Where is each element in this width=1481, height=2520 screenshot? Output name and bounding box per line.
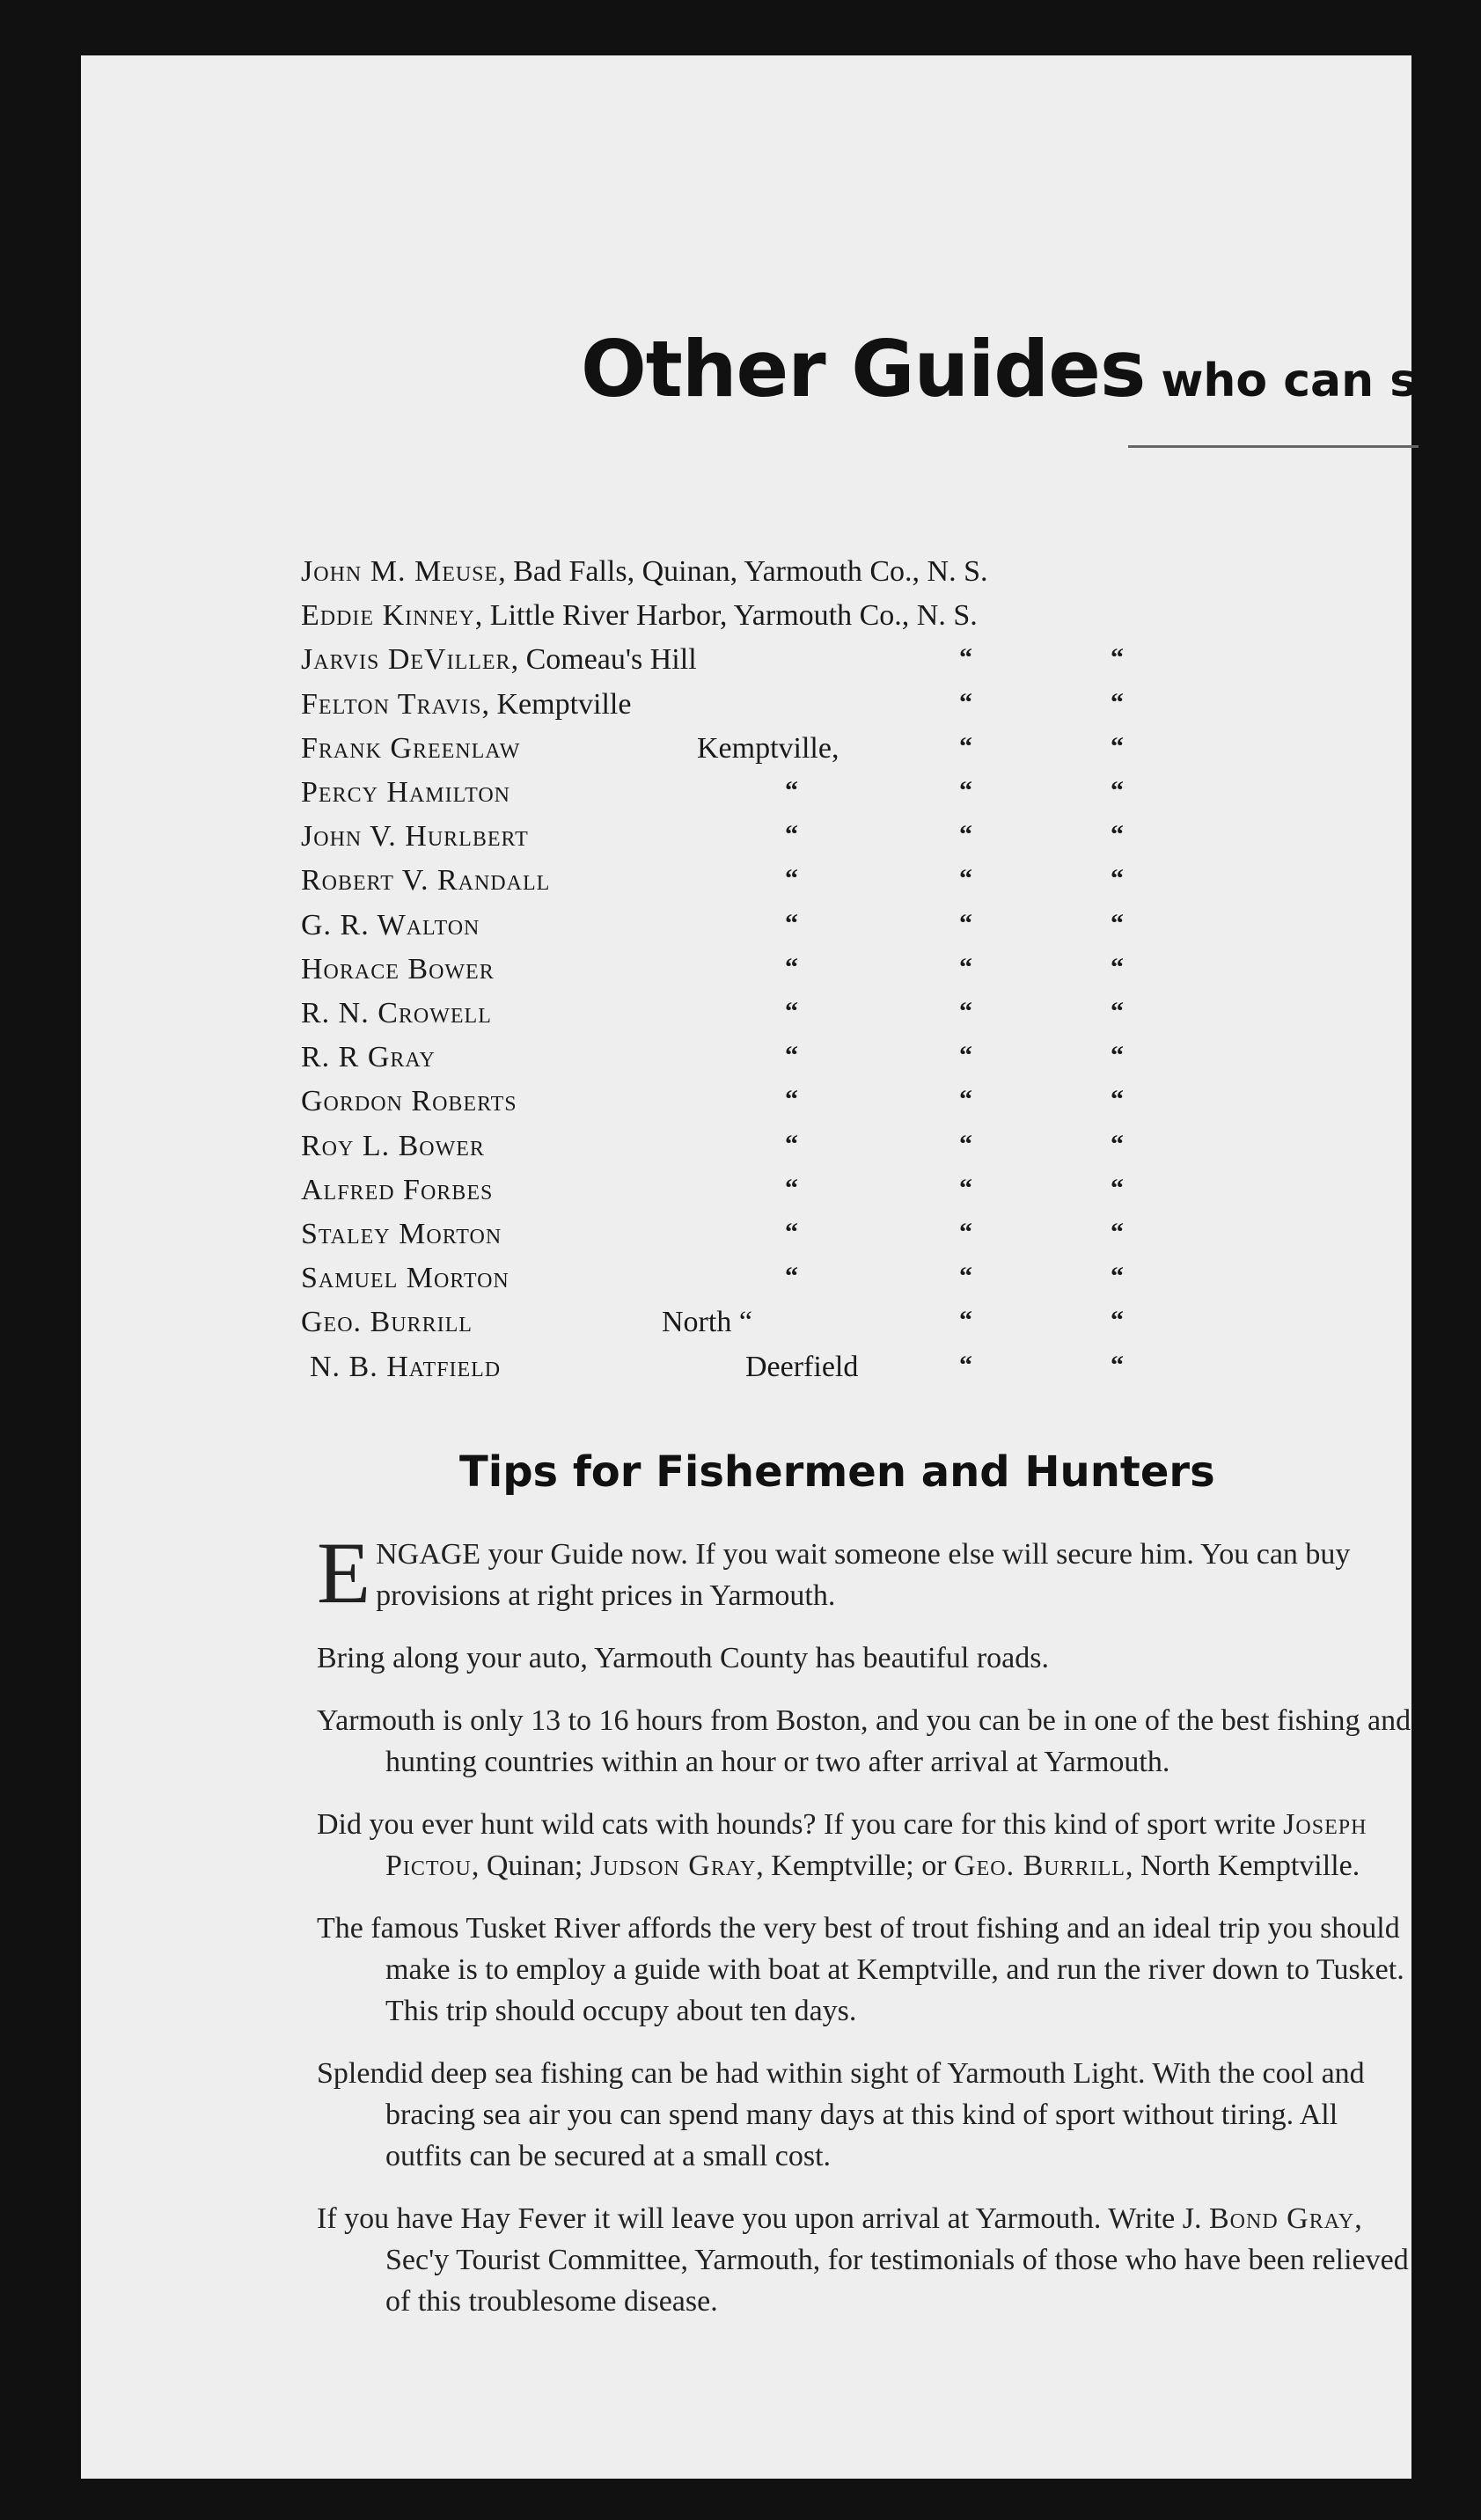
guide-name-line bbox=[301, 953, 495, 986]
guide-col2: “ bbox=[959, 776, 972, 805]
guide-location: , Comeau's Hill bbox=[510, 643, 697, 676]
drop-cap: E bbox=[317, 1524, 371, 1622]
tip-text: , Quinan; bbox=[471, 1850, 590, 1882]
guide-name: Jarvis DeViller bbox=[301, 643, 511, 676]
tip-text: Did you ever hunt wild cats with hounds? If you care for this kind of sport write bbox=[317, 1808, 1284, 1841]
guide-name-line bbox=[301, 864, 550, 897]
guide-col3: “ bbox=[1111, 820, 1124, 849]
guide-col1: “ bbox=[785, 1041, 798, 1070]
guide-col2: “ bbox=[959, 732, 972, 761]
guide-col1: “ bbox=[785, 1218, 798, 1247]
guide-name-line bbox=[301, 997, 492, 1030]
guide-col2: “ bbox=[959, 1041, 972, 1070]
guide-col3: “ bbox=[1111, 1262, 1124, 1291]
guide-entry bbox=[81, 953, 1411, 999]
guide-col3: “ bbox=[1111, 1085, 1124, 1114]
guide-col2: “ bbox=[959, 1351, 972, 1380]
guide-name: Staley Morton bbox=[301, 1218, 502, 1250]
guide-col1: “ bbox=[785, 997, 798, 1026]
guide-name: John V. Hurlbert bbox=[301, 820, 529, 853]
guide-col2: “ bbox=[959, 864, 972, 893]
contact-name: Joseph Pictou bbox=[385, 1808, 1367, 1882]
guide-name-line bbox=[301, 555, 988, 589]
guide-entry bbox=[81, 1085, 1411, 1131]
guide-col1: “ bbox=[785, 1262, 798, 1291]
guide-name: Felton Travis bbox=[301, 688, 482, 721]
guide-entry bbox=[81, 688, 1411, 734]
guide-location: , Little River Harbor, Yarmouth Co., N. S. bbox=[474, 599, 978, 632]
guide-entry bbox=[81, 732, 1411, 778]
heading-main: Other Guides bbox=[581, 324, 1146, 414]
tips-section bbox=[317, 1524, 1411, 2343]
guide-col3: “ bbox=[1111, 1306, 1124, 1335]
guide-col3: “ bbox=[1111, 953, 1124, 982]
guide-col1: “ bbox=[785, 864, 798, 893]
guide-name: Roy L. Bower bbox=[301, 1130, 485, 1162]
guide-entry bbox=[81, 1130, 1411, 1176]
tip-wildcats bbox=[317, 1804, 1411, 1886]
guide-name: R. R Gray bbox=[301, 1041, 436, 1073]
tip-auto bbox=[317, 1637, 1411, 1679]
guide-col3: “ bbox=[1111, 997, 1124, 1026]
guide-name-line bbox=[301, 599, 978, 633]
guide-col1: “ bbox=[785, 1130, 798, 1159]
guide-name: Alfred Forbes bbox=[301, 1174, 494, 1206]
guide-col1: “ bbox=[785, 1174, 798, 1203]
guide-name-line bbox=[310, 1351, 501, 1384]
guide-col2: “ bbox=[959, 1085, 972, 1114]
guide-name-line bbox=[301, 1130, 485, 1163]
guide-entry bbox=[81, 820, 1411, 866]
guide-location: , Bad Falls, Quinan, Yarmouth Co., N. S. bbox=[498, 555, 988, 588]
guide-col1: “ bbox=[785, 776, 798, 805]
guide-name-line bbox=[301, 732, 520, 766]
heading-sub: who can sho bbox=[1161, 355, 1481, 407]
guide-col3: “ bbox=[1111, 1174, 1124, 1203]
tip-hay-fever bbox=[317, 2198, 1411, 2322]
guide-name-line bbox=[301, 643, 697, 677]
guide-col3: “ bbox=[1111, 1130, 1124, 1159]
guide-entry bbox=[81, 864, 1411, 910]
guide-col3: “ bbox=[1111, 643, 1124, 672]
tip-text: The famous Tusket River affords the very best of trout fishing and an ideal trip you should make is to employ a guide with boat at Kemptville, and run the river down to Tusket. This trip should occupy about ten days. bbox=[317, 1912, 1404, 2027]
guide-col1: “ bbox=[785, 953, 798, 982]
guide-entry bbox=[81, 643, 1411, 689]
guide-col2: “ bbox=[959, 997, 972, 1026]
guide-col2: “ bbox=[959, 1218, 972, 1247]
guide-col3: “ bbox=[1111, 864, 1124, 893]
guide-name: N. B. Hatfield bbox=[310, 1351, 502, 1383]
guide-name: Gordon Roberts bbox=[301, 1085, 517, 1117]
tip-deep-sea bbox=[317, 2053, 1411, 2177]
tip-boston bbox=[317, 1700, 1411, 1783]
guide-col2: “ bbox=[959, 953, 972, 982]
guide-name-line bbox=[301, 820, 529, 853]
guide-entry bbox=[81, 776, 1411, 822]
tip-tusket bbox=[317, 1908, 1411, 2032]
guide-name: Percy Hamilton bbox=[301, 776, 510, 809]
guide-name-line bbox=[301, 1306, 473, 1339]
guide-name-line bbox=[301, 1218, 502, 1251]
guide-name-line bbox=[301, 1041, 436, 1074]
contact-name: Bond Gray bbox=[1209, 2202, 1355, 2235]
guide-entry bbox=[81, 1351, 1411, 1396]
heading-rule bbox=[1128, 445, 1419, 448]
guide-name: Horace Bower bbox=[301, 953, 495, 985]
tip-text: If you have Hay Fever it will leave you upon arrival at Yarmouth. Write J. bbox=[317, 2202, 1209, 2235]
guide-col3: “ bbox=[1111, 1218, 1124, 1247]
guide-entry bbox=[81, 1218, 1411, 1264]
guide-entry bbox=[81, 997, 1411, 1043]
guide-col3: “ bbox=[1111, 1041, 1124, 1070]
guide-col2: “ bbox=[959, 1130, 972, 1159]
guide-col3: “ bbox=[1111, 776, 1124, 805]
tip-text: NGAGE your Guide now. If you wait someone else will secure him. You can buy provisions at right prices in Yarmouth. bbox=[376, 1538, 1351, 1612]
tips-heading: Tips for Fishermen and Hunters bbox=[459, 1447, 1215, 1497]
guide-name-line bbox=[301, 909, 480, 942]
tip-text: , Sec'y Tourist Committee, Yarmouth, for testimonials of those who have been relieved of this troublesome disease. bbox=[385, 2202, 1409, 2318]
contact-name: Geo. Burrill bbox=[954, 1850, 1125, 1882]
guide-name: G. R. Walton bbox=[301, 909, 480, 941]
guide-col1: “ bbox=[785, 1085, 798, 1114]
guide-entry bbox=[81, 1041, 1411, 1087]
guide-col2: “ bbox=[959, 688, 972, 717]
guide-name-line bbox=[301, 1174, 493, 1207]
guide-name-line bbox=[301, 688, 631, 722]
guide-name: Samuel Morton bbox=[301, 1262, 510, 1294]
guide-location: , Kemptville bbox=[481, 688, 632, 721]
tip-text: Yarmouth is only 13 to 16 hours from Boston, and you can be in one of the best fishing and hunting countries within an hour or two after arrival at Yarmouth. bbox=[317, 1704, 1411, 1778]
guide-col1: “ bbox=[785, 909, 798, 938]
guide-col3: “ bbox=[1111, 732, 1124, 761]
guide-entry bbox=[81, 555, 1411, 601]
guide-entry bbox=[81, 1174, 1411, 1220]
guide-name-line bbox=[301, 1085, 517, 1118]
guide-col2: “ bbox=[959, 643, 972, 672]
guide-name: Eddie Kinney bbox=[301, 599, 475, 632]
tip-text: Bring along your auto, Yarmouth County has beautiful roads. bbox=[317, 1642, 1049, 1674]
guide-name-line bbox=[301, 1262, 510, 1295]
guide-name: R. N. Crowell bbox=[301, 997, 492, 1029]
guide-col1: Kemptville, bbox=[697, 732, 839, 765]
guide-name: Frank Greenlaw bbox=[301, 732, 521, 765]
page-heading bbox=[581, 324, 1481, 414]
guide-col2: “ bbox=[959, 1306, 972, 1335]
guide-col3: “ bbox=[1111, 1351, 1124, 1380]
guide-col2: “ bbox=[959, 820, 972, 849]
guide-col2: “ bbox=[959, 1262, 972, 1291]
guide-col3: “ bbox=[1111, 909, 1124, 938]
guide-entry bbox=[81, 1262, 1411, 1308]
guide-col1: North “ bbox=[662, 1306, 752, 1338]
tip-text: , North Kemptville. bbox=[1125, 1850, 1360, 1882]
guide-col3: “ bbox=[1111, 688, 1124, 717]
guide-name: John M. Meuse bbox=[301, 555, 499, 588]
guide-col1: Deerfield bbox=[745, 1351, 859, 1383]
contact-name: Judson Gray bbox=[590, 1850, 757, 1882]
tip-engage bbox=[317, 1524, 1411, 1622]
guide-entry bbox=[81, 909, 1411, 955]
guide-col1: “ bbox=[785, 820, 798, 849]
tip-text: , Kemptville; or bbox=[756, 1850, 955, 1882]
guide-entry bbox=[81, 1306, 1411, 1352]
guide-col2: “ bbox=[959, 909, 972, 938]
guide-name-line bbox=[301, 776, 510, 809]
tip-text: Splendid deep sea fishing can be had within sight of Yarmouth Light. With the cool and bracing sea air you can spend many days at this kind of sport without tiring. All outfits can be secured at a small cost. bbox=[317, 2057, 1365, 2172]
guide-name: Robert V. Randall bbox=[301, 864, 551, 897]
guide-entry bbox=[81, 599, 1411, 645]
guide-name: Geo. Burrill bbox=[301, 1306, 473, 1338]
document-page bbox=[81, 55, 1481, 2479]
guide-col2: “ bbox=[959, 1174, 972, 1203]
